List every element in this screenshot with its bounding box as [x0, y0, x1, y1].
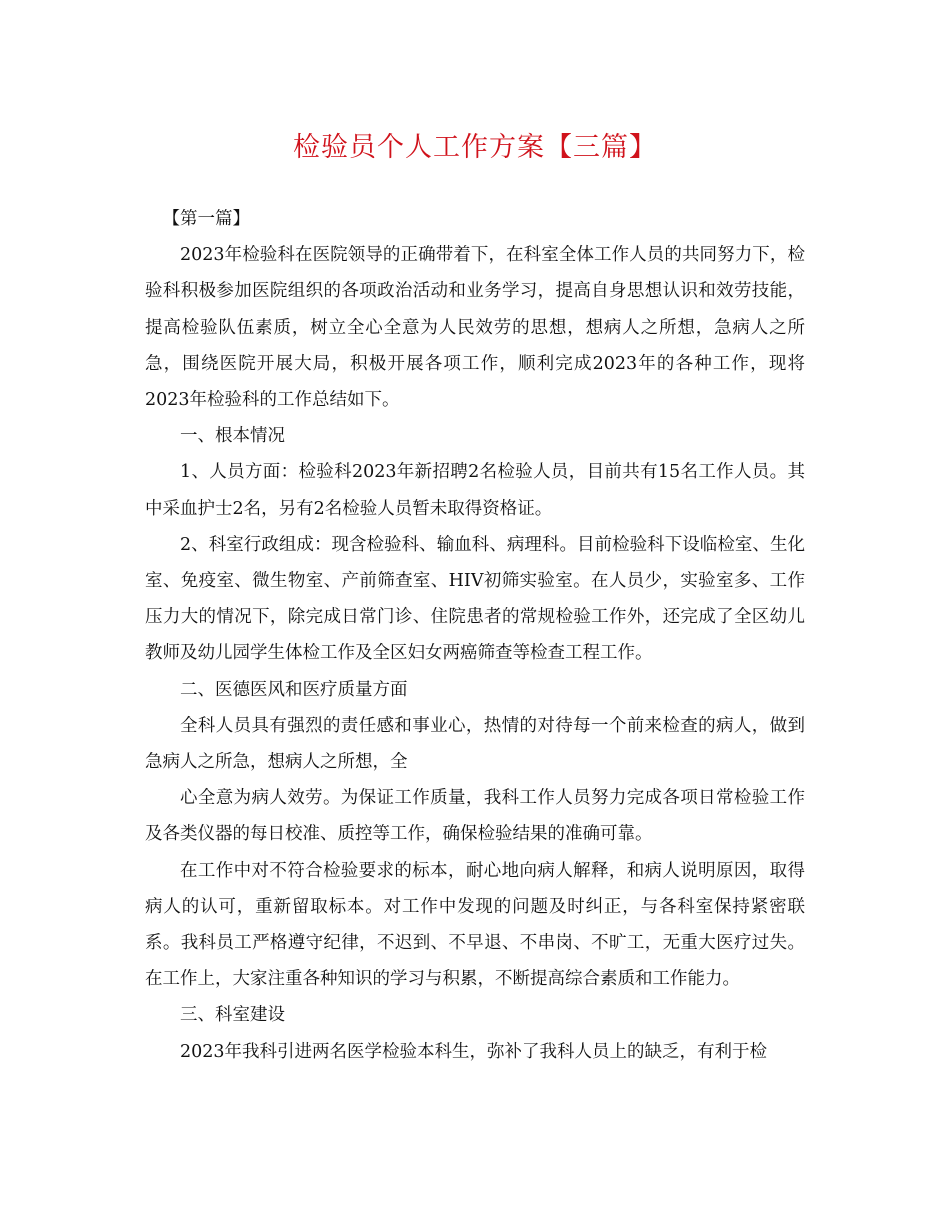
- section-heading: 二、医德医风和医疗质量方面: [180, 679, 408, 700]
- section-heading: 三、科室建设: [180, 1005, 285, 1026]
- paragraph: 2023年我科引进两名医学检验本科生，弥补了我科人员上的缺乏，有利于检: [180, 1041, 768, 1062]
- paragraph: 2023年检验科在医院领导的正确带着下，在科室全体工作人员的共同努力下，检验科积极参加医院组织的各项政治活动和业务学习，提高自身思想认识和效劳技能，提高检验队伍素质，树立全心全意为人民效劳的思想，想病人之所想，急病人之所急，围绕医院开展大局，积极开展各项工作，顺利完成2023年的各种工作，现将2023年检验科的工作总结如下。: [145, 245, 805, 411]
- paragraph: 2、科室行政组成：现含检验科、输血科、病理科。目前检验科下设临检室、生化室、免疫室、微生物室、产前筛查室、HIV初筛实验室。在人员少，实验室多、工作压力大的情况下，除完成日常门诊、住院患者的常规检验工作外，还完成了全区幼儿教师及幼儿园学生体检工作及全区妇女两癌筛查等检查工程工作。: [145, 534, 805, 664]
- paragraph: 全科人员具有强烈的责任感和事业心，热情的对待每一个前来检查的病人，做到急病人之所急，想病人之所想，全: [145, 715, 805, 773]
- paragraph: 心全意为病人效劳。为保证工作质量，我科工作人员努力完成各项日常检验工作及各类仪器的每日校准、质控等工作，确保检验结果的准确可靠。: [145, 788, 805, 845]
- paragraph: 在工作中对不符合检验要求的标本，耐心地向病人解释，和病人说明原因，取得病人的认可，重新留取标本。对工作中发现的问题及时纠正，与各科室保持紧密联系。我科员工严格遵守纪律，不迟到、不早退、不串岗、不旷工，无重大医疗过失。在工作上，大家注重各种知识的学习与积累，不断提高综合素质和工作能力。: [145, 860, 805, 990]
- section-heading: 一、根本情况: [180, 426, 285, 447]
- document-title: 检验员个人工作方案【三篇】: [293, 132, 657, 163]
- document-body: [145, 201, 805, 1070]
- paragraph: 1、人员方面：检验科2023年新招聘2名检验人员，目前共有15名工作人员。其中采血护士2名，另有2名检验人员暂未取得资格证。: [145, 462, 805, 519]
- part-label: 【第一篇】: [162, 209, 250, 229]
